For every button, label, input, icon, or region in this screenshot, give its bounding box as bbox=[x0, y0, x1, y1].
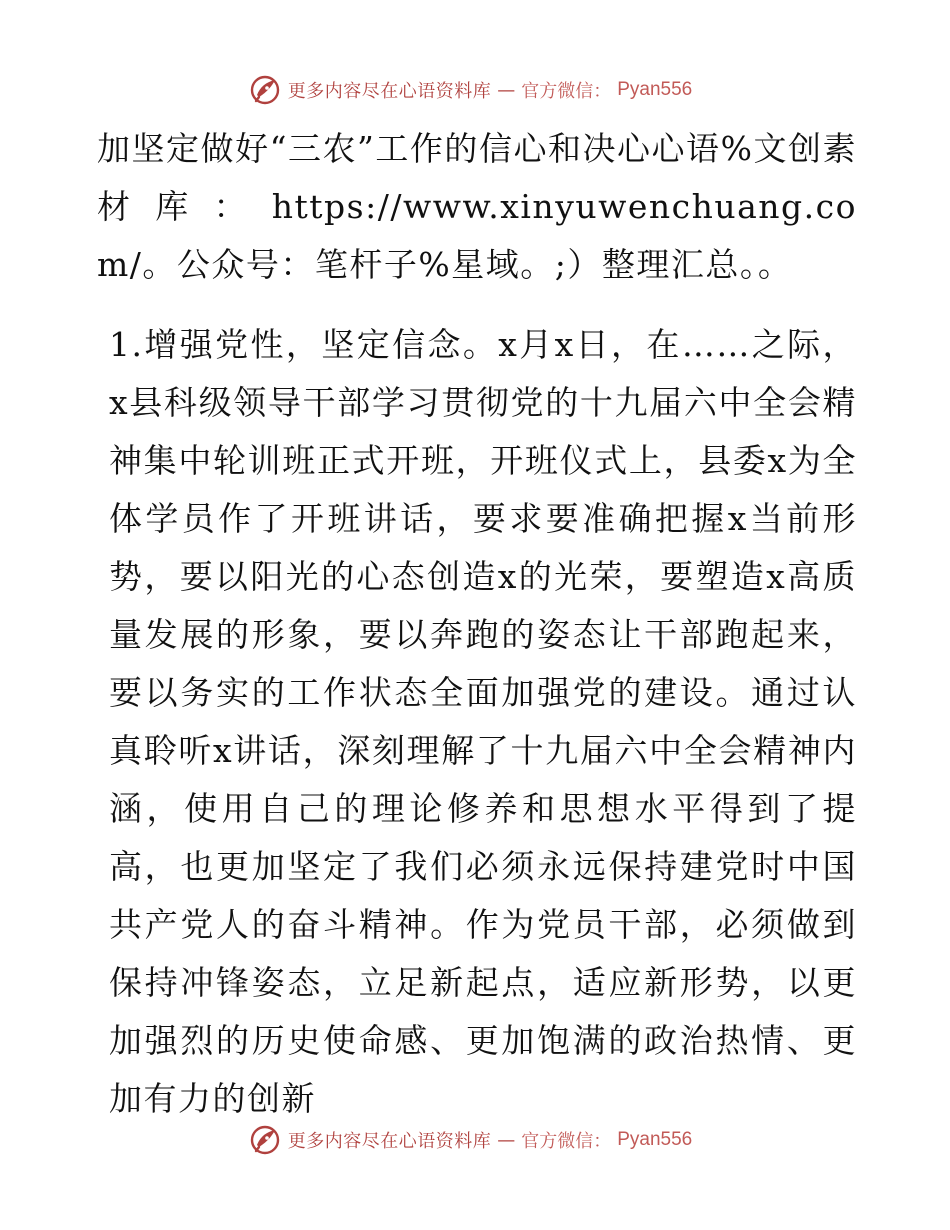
pen-nib-logo-icon bbox=[248, 1123, 282, 1157]
watermark-wechat-id: Pyan556 bbox=[617, 1129, 693, 1150]
watermark-site-text: 更多内容尽在心语资料库 bbox=[287, 1131, 492, 1152]
watermark-wechat-label: 官方微信： bbox=[521, 81, 612, 102]
watermark-group bbox=[248, 1123, 693, 1157]
pen-nib-logo-icon bbox=[248, 73, 282, 107]
watermark-separator: — bbox=[497, 79, 516, 101]
watermark-separator: — bbox=[497, 1129, 516, 1151]
watermark-site-text: 更多内容尽在心语资料库 bbox=[287, 81, 492, 102]
header-watermark bbox=[0, 70, 950, 110]
watermark-wechat-label: 官方微信： bbox=[521, 1131, 612, 1152]
paragraph-intro: 加坚定做好“三农”工作的信心和决心心语%文创素材库：https://www.xinyuwenchuang.com/。公众号：笔杆子%星域。;）整理汇总。。 bbox=[97, 129, 857, 284]
document-body bbox=[97, 120, 857, 1128]
footer-watermark bbox=[0, 1120, 950, 1160]
watermark-group bbox=[248, 73, 693, 107]
watermark-wechat-id: Pyan556 bbox=[617, 79, 693, 100]
paragraph-point-1: 1.增强党性，坚定信念。x月x日，在……之际，x县科级领导干部学习贯彻党的十九届六中全会精神集中轮训班正式开班，开班仪式上，县委x为全体学员作了开班讲话，要求要准确把握x当前形势，要以阳光的心态创造x的光荣，要塑造x高质量发展的形象，要以奔跑的姿态让干部跑起来，要以务实的工作状态全面加强党的建设。通过认真聆听x讲话，深刻理解了十九届六中全会精神内涵，使用自己的理论修养和思想水平得到了提高，也更加坚定了我们必须永远保持建党时中国共产党人的奋斗精神。作为党员干部，必须做到保持冲锋姿态，立足新起点，适应新形势，以更加强烈的历史使命感、更加饱满的政治热情、更加有力的创新 bbox=[109, 325, 857, 1118]
